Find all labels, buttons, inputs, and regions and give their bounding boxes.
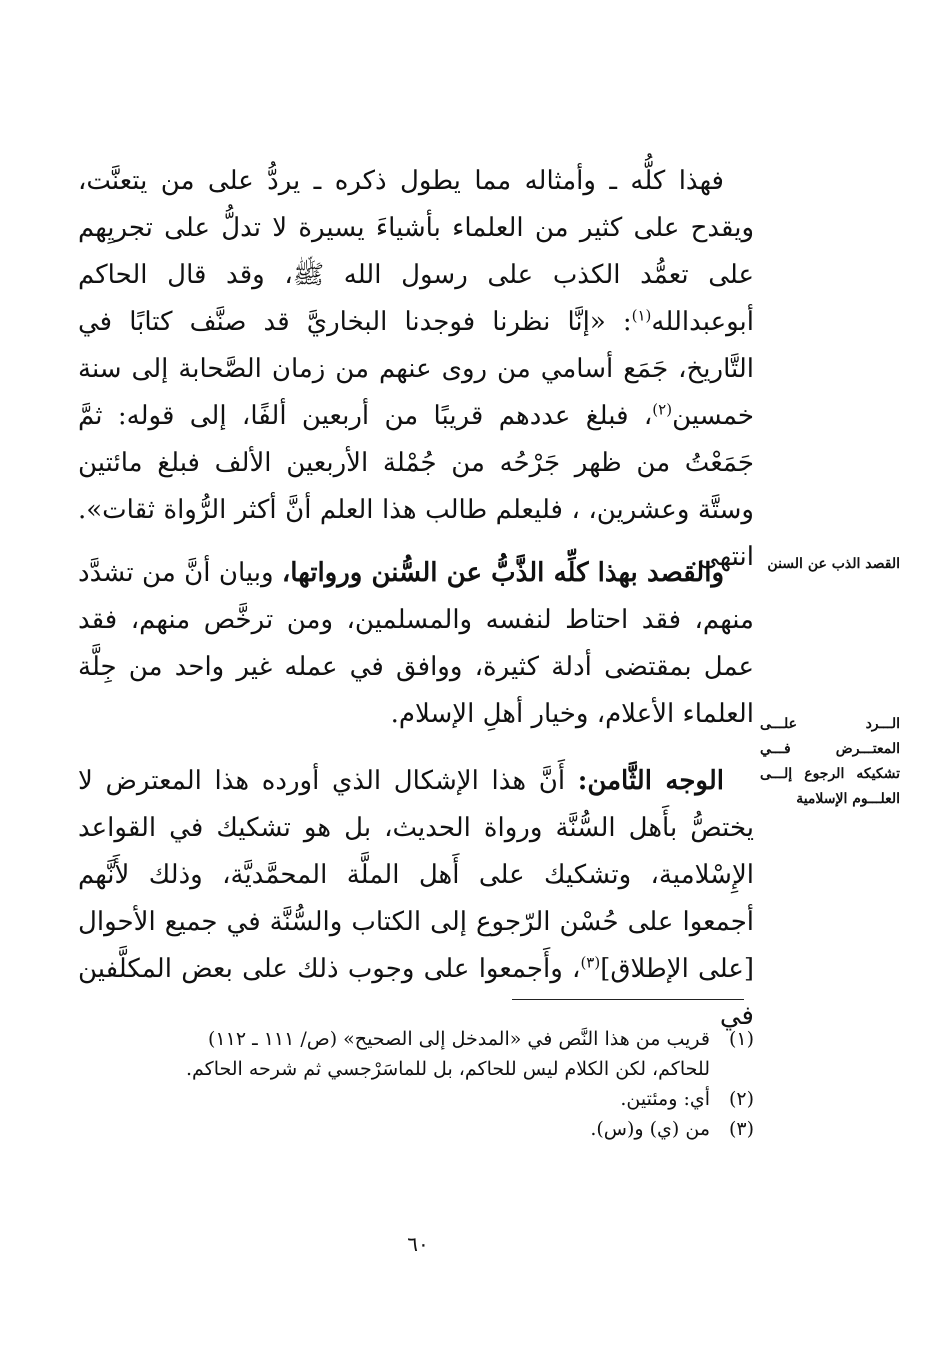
footnote-text: من (ي) و(س).: [590, 1118, 710, 1140]
paragraph-3-text-b: ، وأَجمعوا على وجوب ذلك على بعض المكلَّفين في: [78, 954, 754, 1031]
paragraph-2-bold: والقصد بهذا كلِّه الذَّبُّ عن السُّنن ورواتها،: [281, 558, 724, 588]
paragraph-1-text-c: ، فبلغ عددهم قريبًا من أربعين ألفًا، إلى قوله: ثمَّ جَمَعْتُ من ظهر جَرْحُه من جُمْلة الأربعين الألف فبلغ مائتين وستَّة وعشرين، ، فليعلم طالب هذا العلم أنَّ أكثر الرُّواة ثقات». انتهى.: [78, 401, 754, 572]
paragraph-1: [78, 158, 754, 581]
paragraph-2-text: وبيان أنَّ من تشدَّد منهم، فقد احتاط لنفسه والمسلمين، ومن ترخَّص منهم، فقد عمل بمقتضى أدلة كثيرة، ووافق في عمله غير واحد من جِلَّة العلماء الأعلام، وخيار أهلِ الإسلام.: [78, 558, 754, 729]
footnote-2: [78, 1084, 754, 1114]
footnote-1: [78, 1024, 754, 1054]
footnote-number: (١): [728, 1028, 754, 1050]
footnote-1-continuation: للحاكم، لكن الكلام ليس للحاكم، بل للماسَرْجسي ثم شرحه الحاكم.: [185, 1058, 710, 1080]
footnote-ref-2: (٢): [652, 400, 673, 419]
footnote-text: أي: ومئتين.: [620, 1088, 710, 1110]
footnote-separator: [512, 999, 744, 1000]
footnote-3: [78, 1114, 754, 1144]
page-number: ٦٠: [407, 1232, 429, 1256]
paragraph-1-text-b: : «إنَّا نظرنا فوجدنا البخاريَّ قد صنَّف كتابًا في التَّاريخ، جَمَع أسامي من روى عنهم من زمان الصَّحابة إلى سنة خمسين: [78, 307, 754, 431]
footnote-ref-1: (١): [631, 306, 652, 325]
paragraph-3-text: أَنَّ هذا الإشكال الذي أورده هذا المعترض لا يختصُّ بأَهل السُّنَّة ورواة الحديث، بل هو تشكيك في القواعد الإِسْلامية، وتشكيك على أَهل الملَّة المحمَّديَّة، وذلك لأَنَّهم أجمعوا على حُسْن الرّجوع إلى الكتاب والسُّنَّة في جميع الأحوال [على الإطلاق]: [78, 766, 754, 984]
paragraph-1-text: فهذا كلُّه ـ وأمثاله مما يطول ذكره ـ يردُّ على من يتعنَّت، ويقدح على كثير من العلماء بأشياءَ يسيرة لا تدلُّ على تجريِهم على تعمُّد الكذب على رسول الله ﷺ، وقد قال الحاكم أبوعبدالله: [78, 166, 754, 337]
paragraph-3: [78, 758, 754, 1040]
footnote-text: قريب من هذا النَّص في «المدخل إلى الصحيح» (ص/ ١١١ ـ ١١٢): [207, 1028, 710, 1050]
footnote-number: (٣): [728, 1118, 754, 1140]
margin-note-2: الـــرد علـــى المعتـــرض فـــي تشكيكه الرجوع إلـــى العلـــوم الإسلامية: [760, 716, 900, 807]
paragraph-2: [78, 550, 754, 738]
footnote-number: (٢): [728, 1088, 754, 1110]
paragraph-3-bold: الوجه الثَّامن:: [577, 766, 724, 796]
margin-note-1: القصد الذب عن السنن: [767, 556, 900, 572]
footnote-ref-3: (٣): [580, 953, 601, 972]
footnotes: [78, 1024, 754, 1144]
